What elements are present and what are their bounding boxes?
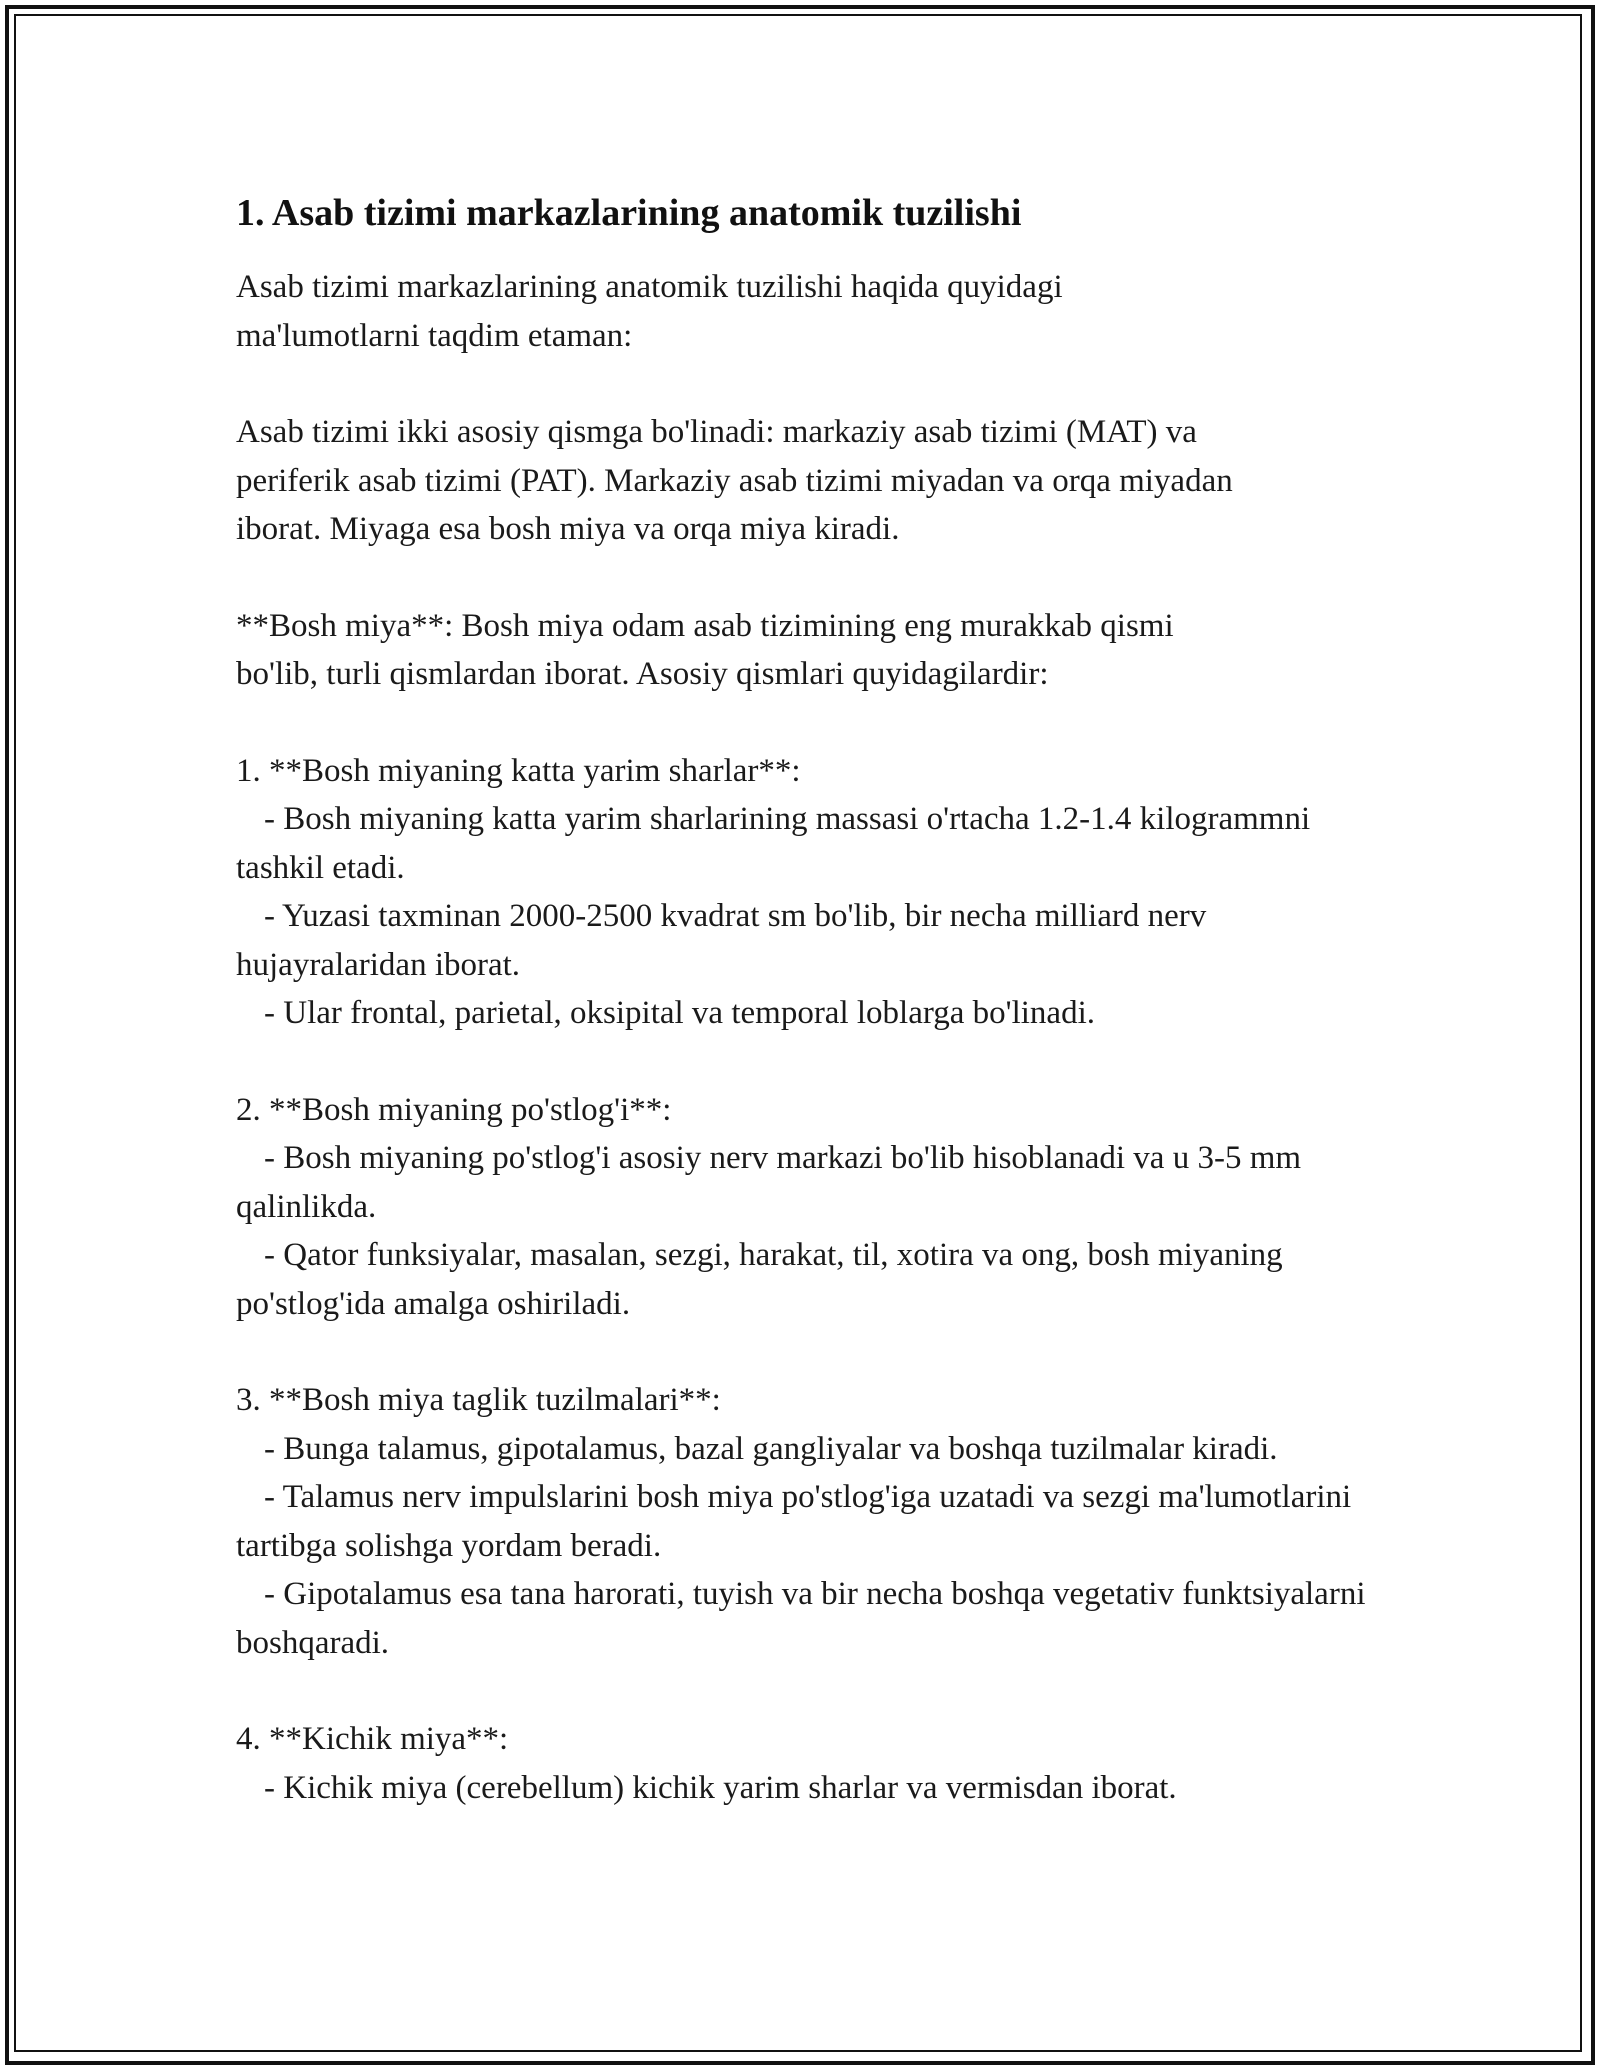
list-item-title: 2. **Bosh miyaning po'stlog'i**: bbox=[236, 1091, 672, 1128]
list-item-detail: - Yuzasi taxminan 2000-2500 kvadrat sm bo'lib, bir necha milliard nerv hujayralaridan iborat. bbox=[236, 898, 1207, 983]
list-item-title: 1. **Bosh miyaning katta yarim sharlar**: bbox=[236, 752, 801, 789]
list-item bbox=[236, 1376, 1376, 1667]
overview-paragraph bbox=[236, 408, 1376, 554]
list-item bbox=[236, 1715, 1376, 1812]
list-item-detail: - Qator funksiyalar, masalan, sezgi, harakat, til, xotira va ong, bosh miyaning po'stlog'ida amalga oshiriladi. bbox=[236, 1237, 1283, 1322]
overview-line: periferik asab tizimi (PAT). Markaziy asab tizimi miyadan va orqa miyadan bbox=[236, 462, 1233, 499]
document-heading: 1. Asab tizimi markazlarining anatomik tuzilishi bbox=[236, 192, 1022, 234]
list-item bbox=[236, 1086, 1376, 1329]
intro-line: Asab tizimi markazlarining anatomik tuzilishi haqida quyidagi bbox=[236, 269, 1063, 305]
document-body bbox=[236, 185, 1376, 1860]
brain-paragraph bbox=[236, 602, 1376, 699]
list-item-title: 3. **Bosh miya taglik tuzilmalari**: bbox=[236, 1382, 721, 1418]
overview-line: Asab tizimi ikki asosiy qismga bo'linadi: markaziy asab tizimi (MAT) va bbox=[236, 414, 1197, 450]
intro-line: ma'lumotlarni taqdim etaman: bbox=[236, 317, 633, 354]
overview-line: iborat. Miyaga esa bosh miya va orqa miya kiradi. bbox=[236, 511, 900, 547]
list-item-detail: - Ular frontal, parietal, oksipital va temporal loblarga bo'linadi. bbox=[264, 995, 1095, 1031]
brain-line: bo'lib, turli qismlardan iborat. Asosiy qismlari quyidagilardir: bbox=[236, 656, 1049, 692]
list-item-detail: - Talamus nerv impulslarini bosh miya po'stlog'iga uzatadi va sezgi ma'lumotlarini tartibga solishga yordam beradi. bbox=[236, 1479, 1352, 1564]
list-item-detail: - Kichik miya (cerebellum) kichik yarim sharlar va vermisdan iborat. bbox=[264, 1769, 1177, 1806]
list-item bbox=[236, 747, 1376, 1038]
intro-paragraph bbox=[236, 263, 1376, 360]
list-item-detail: - Gipotalamus esa tana harorati, tuyish va bir necha boshqa vegetativ funktsiyalarni boshqaradi. bbox=[236, 1576, 1366, 1661]
brain-line: **Bosh miya**: Bosh miya odam asab tizimining eng murakkab qismi bbox=[236, 607, 1174, 644]
list-item-title: 4. **Kichik miya**: bbox=[236, 1721, 509, 1757]
list-item-detail: - Bunga talamus, gipotalamus, bazal gangliyalar va boshqa tuzilmalar kiradi. bbox=[264, 1430, 1278, 1467]
list-item-detail: - Bosh miyaning po'stlog'i asosiy nerv markazi bo'lib hisoblanadi va u 3-5 mm qalinlikda. bbox=[236, 1140, 1302, 1225]
list-item-detail: - Bosh miyaning katta yarim sharlarining massasi o'rtacha 1.2-1.4 kilogrammni tashkil etadi. bbox=[236, 801, 1311, 886]
